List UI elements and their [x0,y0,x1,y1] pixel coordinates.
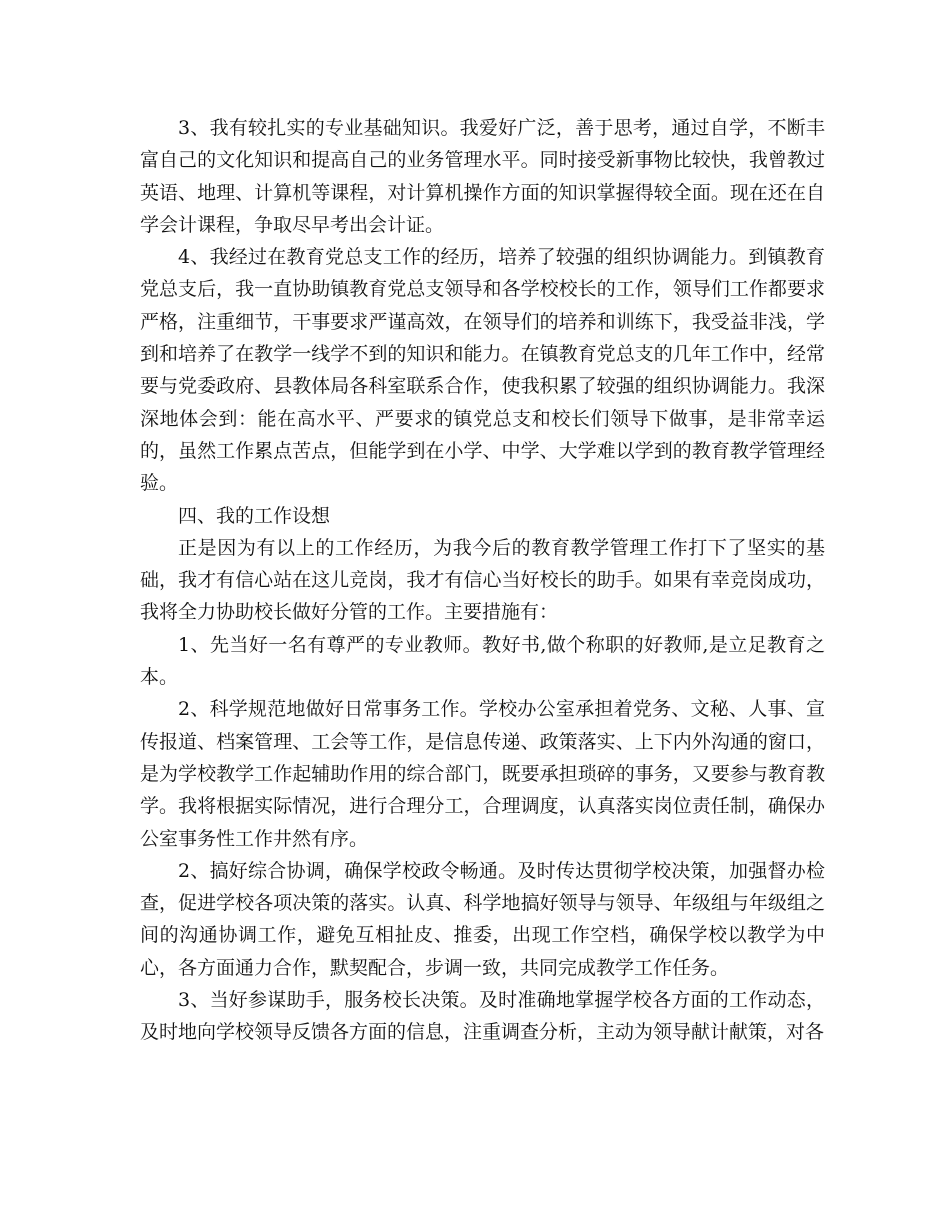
paragraph-measure-advisor: 3、当好参谋助手，服务校长决策。及时准确地掌握学校各方面的工作动态，及时地向学校领导反馈各方面的信息，注重调查分析，主动为领导献计献策，对各 [140,989,825,1044]
paragraph-professional-knowledge: 3、我有较扎实的专业基础知识。我爱好广泛，善于思考，通过自学，不断丰富自己的文化知识和提高自己的业务管理水平。同时接受新事物比较快，我曾教过英语、地理、计算机等课程，对计算机操作方面的知识掌握得较全面。现在还在自学会计课程，争取尽早考出会计证。 [140,117,825,236]
paragraph-coordination-ability: 4、我经过在教育党总支工作的经历，培养了较强的组织协调能力。到镇教育党总支后，我一直协助镇教育党总支领导和各学校校长的工作，领导们工作都要求严格，注重细节，干事要求严谨高效，在领导们的培养和训练下，我受益非浅，学到和培养了在教学一线学不到的知识和能力。在镇教育党总支的几年工作中，经常要与党委政府、县教体局各科室联系合作，使我积累了较强的组织协调能力。我深深地体会到：能在高水平、严要求的镇党总支和校长们领导下做事，是非常幸运的，虽然工作累点苦点，但能学到在小学、中学、大学难以学到的教育教学管理经验。 [140,246,825,495]
paragraph-work-plan-intro: 正是因为有以上的工作经历，为我今后的教育教学管理工作打下了坚实的基础，我才有信心站在这儿竞岗，我才有信心当好校长的助手。如果有幸竞岗成功，我将全力协助校长做好分管的工作。主要措施有： [140,536,825,624]
paragraph-measure-teacher: 1、先当好一名有尊严的专业教师。教好书,做个称职的好教师,是立足教育之本。 [140,633,825,689]
paragraph-measure-daily-affairs: 2、科学规范地做好日常事务工作。学校办公室承担着党务、文秘、人事、宣传报道、档案管理、工会等工作，是信息传递、政策落实、上下内外沟通的窗口，是为学校教学工作起辅助作用的综合部门，既要承担琐碎的事务，又要参与教育教学。我将根据实际情况，进行合理分工，合理调度，认真落实岗位责任制，确保办公室事务性工作井然有序。 [140,698,825,850]
document-body [140,112,825,1049]
paragraph-measure-coordination: 2、搞好综合协调，确保学校政令畅通。及时传达贯彻学校决策，加强督办检查，促进学校各项决策的落实。认真、科学地搞好领导与领导、年级组与年级组之间的沟通协调工作，避免互相扯皮、推委，出现工作空档，确保学校以教学为中心，各方面通力合作，默契配合，步调一致，共同完成教学工作任务。 [140,859,825,979]
section-heading-work-plan: 四、我的工作设想 [178,504,331,527]
